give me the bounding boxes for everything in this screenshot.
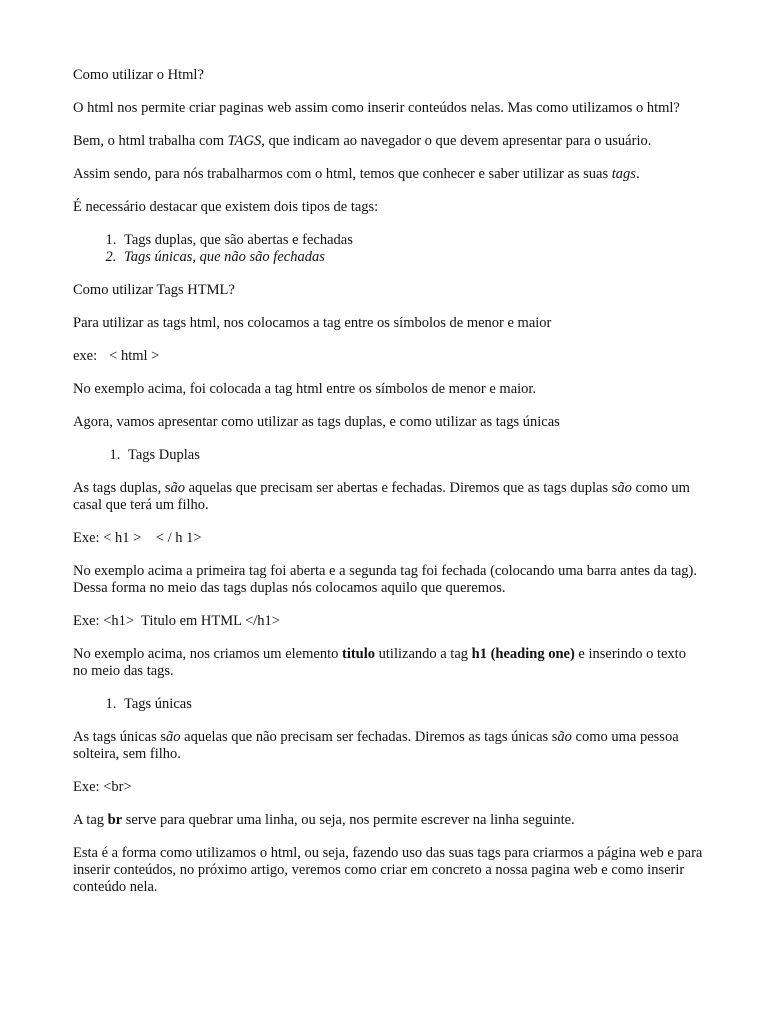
text-run-bold: h1 (heading one) — [471, 646, 575, 662]
paragraph-elemento-titulo — [73, 646, 703, 680]
text-run: e inserindo o texto no meio das tags. — [73, 646, 686, 679]
text-run: A tag — [73, 812, 108, 828]
text-run: As tags duplas, s — [73, 480, 171, 496]
heading-como-utilizar-html: Como utilizar o Html? — [73, 67, 204, 83]
paragraph-intro: O html nos permite criar paginas web assim como inserir conteúdos nelas. Mas como utilizamos o html? — [73, 100, 680, 116]
paragraph-tags-intro — [73, 133, 703, 150]
list-tags-unicas — [73, 696, 703, 713]
example-br-tag: Exe: <br> — [73, 779, 132, 795]
paragraph-tag-br — [73, 812, 703, 829]
text-run: aquelas que precisam ser abertas e fechadas. Diremos que as tags duplas s — [184, 480, 618, 496]
paragraph-primeira-tag: No exemplo acima a primeira tag foi aberta e a segunda tag foi fechada (colocando uma barra antes da tag). Dessa forma no meio das tags duplas nós colocamos aquilo que queremos. — [73, 563, 698, 596]
example-label: exe: — [73, 348, 98, 364]
text-run-italic: ão — [170, 480, 185, 496]
text-run: serve para quebrar uma linha, ou seja, nos permite escrever na linha seguinte. — [122, 812, 575, 828]
text-run: como um casal que terá um filho. — [73, 480, 690, 513]
paragraph-tipos-de-tags: É necessário destacar que existem dois tipos de tags: — [73, 199, 379, 215]
text-run: . — [635, 166, 640, 182]
example-h1-tags: Exe: < h1 > < / h 1> — [73, 530, 202, 546]
text-run-italic: TAGS — [227, 133, 262, 149]
example-html-tag — [73, 348, 703, 365]
text-run-italic: ão — [557, 729, 572, 745]
text-run: Assim sendo, para nós trabalharmos com o html, temos que conhecer e saber utilizar as suas — [73, 166, 612, 182]
text-run: utilizando a tag — [375, 646, 472, 662]
list-tag-types — [73, 232, 703, 266]
example-titulo-html: Exe: <h1> Titulo em HTML </h1> — [73, 613, 280, 629]
paragraph-agora: Agora, vamos apresentar como utilizar as tags duplas, e como utilizar as tags únicas — [73, 414, 560, 430]
text-run: como uma pessoa solteira, sem filho. — [73, 729, 679, 762]
document-page — [73, 67, 703, 912]
text-run: No exemplo acima, nos criamos um elemento — [73, 646, 342, 662]
paragraph-exemplo-acima: No exemplo acima, foi colocada a tag html entre os símbolos de menor e maior. — [73, 381, 537, 397]
paragraph-assim-sendo — [73, 166, 703, 183]
text-run-bold: br — [107, 812, 123, 828]
paragraph-utilizar-tags: Para utilizar as tags html, nos colocamos a tag entre os símbolos de menor e maior — [73, 315, 552, 331]
text-run-italic: ão — [617, 480, 632, 496]
text-run-italic: ão — [166, 729, 181, 745]
text-run-bold: titulo — [341, 646, 376, 662]
paragraph-conclusion: Esta é a forma como utilizamos o html, ou seja, fazendo uso das suas tags para criarmos a página web e para inserir conteúdos, no próximo artigo, veremos como criar em concreto a nossa pagina web e como inserir conteúdo nela. — [73, 845, 703, 895]
text-run: , que indicam ao navegador o que devem apresentar para o usuário. — [261, 133, 652, 149]
text-run: aquelas que não precisam ser fechadas. Diremos as tags únicas s — [180, 729, 558, 745]
paragraph-tags-duplas — [73, 480, 703, 514]
list-item: 1. Tags únicas — [120, 696, 703, 713]
example-code: < html > — [109, 348, 160, 364]
list-tags-duplas — [73, 447, 703, 464]
paragraph-tags-unicas — [73, 729, 703, 763]
text-run: As tags únicas s — [73, 729, 167, 745]
text-run: Bem, o html trabalha com — [73, 133, 228, 149]
heading-como-utilizar-tags: Como utilizar Tags HTML? — [73, 282, 235, 298]
list-item: 1. Tags duplas, que são abertas e fechadas — [120, 232, 703, 249]
text-run-italic: tags — [611, 166, 636, 182]
list-item: 2. Tags únicas, que não são fechadas — [120, 249, 703, 266]
list-item: 1. Tags Duplas — [124, 447, 703, 464]
